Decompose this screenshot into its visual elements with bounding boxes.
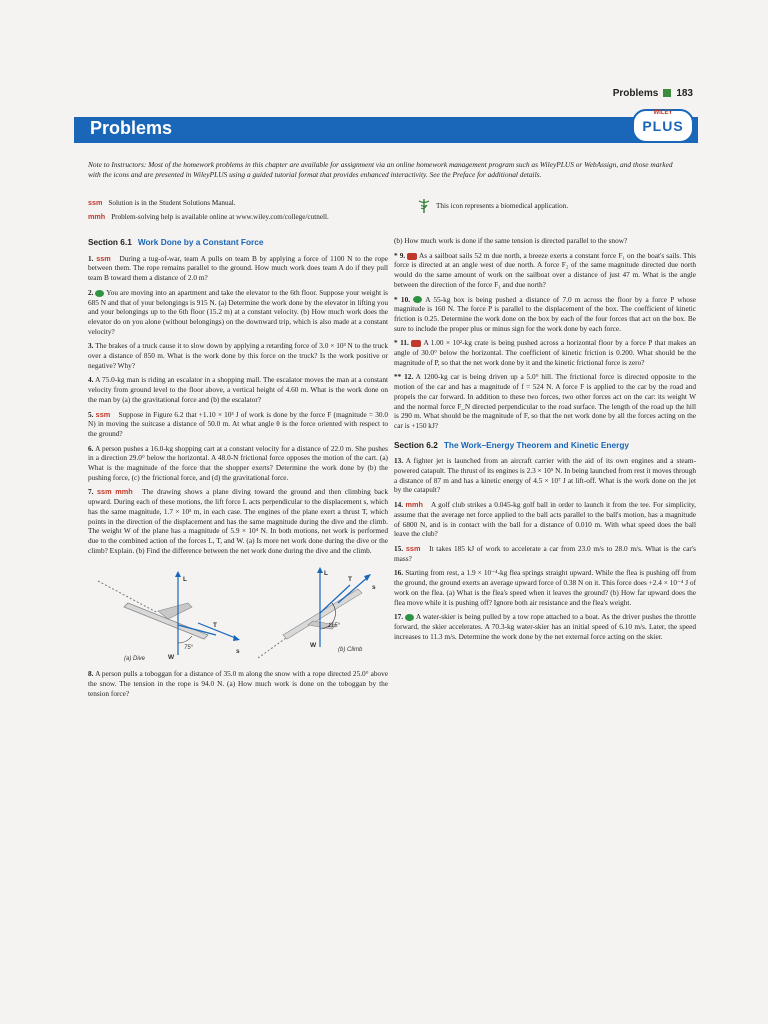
ssm-tag: ssm	[405, 543, 421, 553]
problem-4	[88, 375, 388, 404]
section-number: Section 6.2	[394, 439, 438, 450]
thrust-label-dive: T	[213, 622, 217, 630]
problem-8	[88, 669, 388, 698]
problem-number: 4.	[88, 375, 94, 385]
legend-ssm	[88, 196, 329, 210]
problem-17	[394, 612, 696, 641]
problem-number: ** 12.	[394, 372, 414, 382]
instructor-note: Note to Instructors: Most of the homework problems in this chapter are available for assignment via an online homework management program such as WileyPLUS or WebAssign, and those marked with the icons and are presented in WileyPLUS using a guided tutorial format that provides enhanced interactivity. See the Preface for additional details.	[88, 160, 673, 179]
problem-text: A fighter jet is launched from an aircraft carrier with the aid of its own engines and a steam-powered catapult. The thrust of its engines is 2.3 × 10⁵ N. In being launched from rest it moves through a distance of 87 m and has a kinetic energy of 4.5 × 10⁷ J at lift-off. What is the work done on the jet by the catapult?	[394, 456, 697, 495]
problems-banner	[74, 110, 698, 143]
ssm-tag: ssm	[96, 253, 111, 263]
problem-number: 14.	[394, 500, 404, 510]
problem-text: A 1.00 × 10²-kg crate is being pushed across a horizontal floor by a force P that makes an angle of 30.0° below the horizontal. The coefficient of kinetic friction is 0.200. What should be the magnitude of P, so that the net work done by it and the kinetic frictional force is zero?	[394, 338, 697, 367]
bio-text: This icon represents a biomedical application.	[436, 202, 569, 210]
problem-number: 1.	[88, 253, 94, 263]
section-title: Work Done by a Constant Force	[137, 237, 264, 247]
problem-8-continued	[394, 236, 696, 246]
problem-number: 2.	[88, 287, 94, 297]
problem-text: A person pulls a toboggan for a distance of 35.0 m along the snow with a rope directed 25.0° above the snow. The tension in the rope is 94.0 N. (a) How much work is done on the toboggan by the tension force?	[88, 669, 389, 698]
problem-number: 6.	[88, 443, 94, 453]
caption-climb: (b) Climb	[338, 647, 363, 654]
problem-text: Starting from rest, a 1.9 × 10⁻⁴-kg flea springs straight upward. While the flea is pushing off from the ground, the ground exerts an average upward force of 0.38 N on it. This force does +2.4 × 10⁻⁴ J of work on the flea. (a) What is the flea's speed when it leaves the ground? (b) How far upward does the flea move while it is pushing off? Ignore both air resistance and the flea's weight.	[394, 568, 696, 607]
section-title: The Work–Energy Theorem and Kinetic Energy	[443, 439, 630, 450]
lift-label-dive: L	[183, 576, 187, 584]
left-column	[88, 236, 388, 704]
interactive-tutorial-icon	[411, 340, 421, 347]
problem-14	[394, 500, 696, 539]
section-6-2-heading	[394, 441, 696, 451]
problem-text: The drawing shows a plane diving toward the ground and then climbing back upward. During each of these motions, the lift force L acts perpendicular to the displacement s, which has the same magnitude, 1.7 × 10³ m, in each case. The engines of the plane exert a thrust T, which points in the direction of the displacement and has the same magnitude during the dive and the climb. The weight W of the plane has a magnitude of 5.9 × 10⁴ N. In both motions, net work is performed due to the combined action of the forces L, T, and W. (a) Is more net work done during the dive or the climb? Explain. (b) Find the difference between the net work done during the dive and the climb.	[88, 487, 388, 555]
problem-number: * 9.	[394, 250, 406, 260]
ssm-tag: ssm	[88, 198, 103, 207]
problem-number: 16.	[394, 568, 404, 578]
biomedical-legend	[418, 198, 568, 214]
plane-dive	[98, 571, 240, 662]
problem-text: (b) How much work is done if the same tension is directed parallel to the snow?	[394, 236, 628, 245]
problem-number: 17.	[394, 612, 404, 622]
dive-climb-figure	[88, 563, 388, 663]
dive-climb-diagram	[88, 563, 388, 663]
wileyplus-logo-text: PLUS	[642, 118, 684, 134]
thrust-label-climb: T	[348, 576, 352, 584]
problem-text: A 55-kg box is being pushed a distance of 7.0 m across the floor by a force P whose magnitude is 160 N. The force P is parallel to the displacement of the box. The coefficient of kinetic friction is 0.25. Determine the work done on the box by each of the four forces that act on the box. Be sure to include the proper plus or minus sign for the work done by each force.	[394, 294, 697, 333]
problem-text: A 75.0-kg man is riding an escalator in a shopping mall. The escalator moves the man at a constant velocity from ground level to the floor above, a vertical height of 4.60 m. What is the work done on the man by (a) the gravitational force and (b) the escalator?	[88, 375, 388, 404]
right-column	[394, 236, 696, 646]
problem-number: 15.	[394, 543, 404, 553]
problem-text: Suppose in Figure 6.2 that +1.10 × 10³ J of work is done by the force F (magnitude = 30.0 N) in moving the suitcase a distance of 50.0 m. At what angle θ is the force oriented with respect to the ground?	[88, 409, 388, 438]
displacement-label-climb: s	[372, 584, 376, 592]
weight-label-dive: W	[168, 654, 175, 662]
problem-13	[394, 456, 696, 495]
problem-15	[394, 544, 696, 563]
displacement-label-dive: s	[236, 648, 240, 656]
weight-label-climb: W	[310, 642, 317, 650]
problem-12	[394, 372, 696, 430]
problem-text: As a sailboat sails 52 m due north, a breeze exerts a constant force F₁ on the boat's sails. This force is directed at an angle west of due north. A force F₂ of the same magnitude directed due north would do the same amount of work on the sailboat over a distance of just 47 m. What is the angle between the direction of the force F₁ and due north?	[394, 250, 697, 289]
section-number: Section 6.1	[88, 237, 132, 247]
problem-2	[88, 288, 388, 337]
problem-number: 5.	[88, 409, 94, 419]
angle-label-dive: 75°	[184, 645, 194, 652]
problem-6	[88, 444, 388, 483]
plane-climb	[258, 567, 376, 658]
lift-label-climb: L	[324, 570, 328, 578]
angle-label-climb: 115°	[328, 623, 340, 630]
legend-mmh	[88, 210, 329, 224]
problem-1	[88, 254, 388, 283]
icon-legend	[88, 196, 329, 224]
running-head-label: Problems	[612, 88, 659, 99]
problem-text: A water-skier is being pulled by a tow rope attached to a boat. As the driver pushes the throttle forward, the skier accelerates. A 70.3-kg water-skier has an initial speed of 6.10 m/s. Later, the speed increases to 11.3 m/s. Determine the work done by the net external force acting on the skier.	[394, 612, 696, 641]
problem-number: 3.	[88, 341, 94, 351]
square-bullet-icon	[663, 89, 671, 97]
ssm-mmh-tag: ssm mmh	[97, 487, 133, 497]
problem-3	[88, 341, 388, 370]
caption-dive: (a) Dive	[124, 656, 146, 663]
problem-number: * 11.	[394, 338, 409, 348]
running-head	[613, 88, 693, 99]
caduceus-icon	[418, 198, 430, 214]
problem-number: 8.	[88, 669, 94, 679]
problem-text: The brakes of a truck cause it to slow down by applying a retarding force of 3.0 × 10³ N to the truck over a distance of 850 m. What is the work done by this force on the truck? Is the work positive or negative? Why?	[88, 341, 389, 370]
guided-tutorial-icon	[405, 614, 414, 621]
banner-title: Problems	[90, 118, 173, 138]
problem-11	[394, 338, 696, 367]
guided-tutorial-icon	[413, 296, 422, 303]
interactive-tutorial-icon	[407, 253, 417, 260]
problem-text: A golf club strikes a 0.045-kg golf ball in order to launch it from the tee. For simplicity, assume that the average net force applied to the ball acts parallel to the ball's motion, has a magnitude of 6800 N, and is in contact with the ball for a distance of 0.010 m. With what speed does the ball leave the club?	[394, 500, 697, 539]
problem-text: During a tug-of-war, team A pulls on team B by applying a force of 1100 N to the rope between them. The rope remains parallel to the ground. How much work does team A do if they pull team B toward them a distance of 2.0 m?	[88, 253, 389, 283]
problem-text: It takes 185 kJ of work to accelerate a car from 23.0 m/s to 28.0 m/s. What is the car's mass?	[394, 543, 697, 563]
problem-16	[394, 568, 696, 607]
problem-7	[88, 487, 388, 555]
section-6-1-heading	[88, 238, 388, 248]
mmh-tag: mmh	[405, 500, 423, 510]
guided-tutorial-icon	[95, 290, 104, 297]
page-number: 183	[676, 88, 693, 99]
problem-text: You are moving into an apartment and take the elevator to the 6th floor. Suppose your weight is 685 N and that of your belongings is 915 N. (a) Determine the work done by the elevator in lifting you and your belongings up to the 6th floor (15.2 m) at a constant velocity. (b) How much work does the elevator do on you alone (without belongings) on the downward trip, which is also made at a constant velocity?	[88, 287, 389, 336]
mmh-text: Problem-solving help is available online at www.wiley.com/college/cutnell.	[111, 213, 329, 221]
problem-number: 7.	[88, 487, 94, 497]
ssm-text: Solution is in the Student Solutions Manual.	[108, 199, 236, 207]
ssm-tag: ssm	[95, 409, 111, 419]
problem-text: A person pushes a 16.0-kg shopping cart at a constant velocity for a distance of 22.0 m. She pushes in a direction 29.0° below the horizontal. A 48.0-N frictional force opposes the motion of the cart. (a) What is the magnitude of the force that the shopper exerts? Determine the work done by (b) the pushing force, (c) the frictional force, and (d) the gravitational force.	[88, 443, 388, 482]
problem-text: A 1200-kg car is being driven up a 5.0° hill. The frictional force is directed opposite to the motion of the car and has a magnitude of f = 524 N. A force F is applied to the car by the road and propels the car forward. In addition to these two forces, two other forces act on the car: its weight W and the normal force F_N directed perpendicular to the road surface. The length of the road up the hill is 290 m. What should be the magnitude of F, so that the net work done by all the forces acting on the car is +150 kJ?	[394, 372, 696, 430]
wileyplus-logo-icon	[632, 109, 694, 143]
problem-number: 13.	[394, 456, 404, 466]
problem-10	[394, 295, 696, 334]
problem-number: * 10.	[394, 294, 411, 304]
mmh-tag: mmh	[88, 212, 106, 221]
problem-5	[88, 410, 388, 439]
problem-9	[394, 251, 696, 290]
wileyplus-logo-small: WILEY	[653, 110, 673, 116]
